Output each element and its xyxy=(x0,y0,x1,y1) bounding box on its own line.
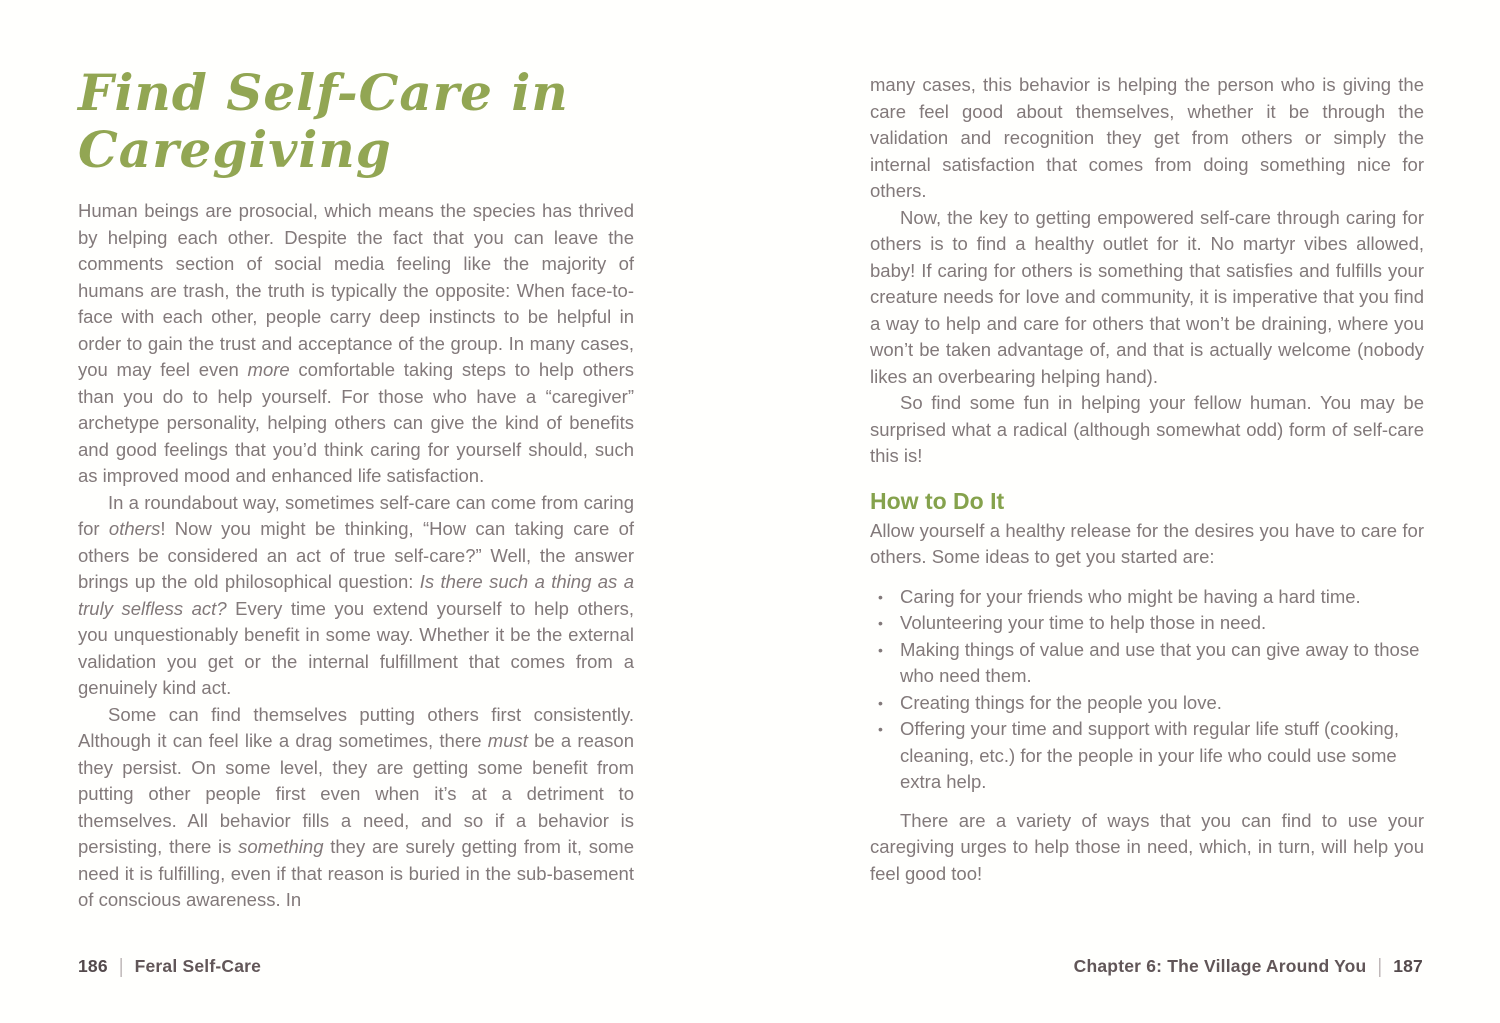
chapter-title-line-2: Caregiving xyxy=(78,120,392,179)
bullet-icon: • xyxy=(878,641,883,658)
closing-paragraph: There are a variety of ways that you can find to use your caregiving urges to help those in need, which, in turn, will help you feel good too! xyxy=(870,809,1424,884)
body-paragraph: Human beings are prosocial, which means the species has thrived by helping each other. Despite the fact that you can leave the comments section of social media feeling like the majority of humans are trash, the truth is typically the opposite: When face-to-face with each other, people carry deep instincts to be helpful in order to gain the trust and acceptance of the group. In many cases, you may feel even more comfortable taking steps to help others than you do to help yourself. For those who have a “caregiver” archetype personality, helping others can give the kind of benefits and good feelings that you’d think caring for yourself should, such as improved mood and enhanced life satisfaction. xyxy=(78,200,634,486)
bullet-item xyxy=(870,690,1424,717)
bullet-list xyxy=(870,584,1424,796)
body-paragraph: So find some fun in helping your fellow human. You may be surprised what a radical (although somewhat odd) form of self-care this is! xyxy=(870,392,1424,466)
body-paragraph: In a roundabout way, sometimes self-care can come from caring for others! Now you might be thinking, “How can taking care of others be considered an act of true self-care?” Well, the answer brings up the old philosophical question: Is there such a thing as a truly selfless act? Every time you extend yourself to help others, you unquestionably benefit in some way. Whether it be the external validation you get or the internal fulfillment that comes from a genuinely kind act. xyxy=(78,491,634,698)
section-intro-paragraph: Allow yourself a healthy release for the desires you have to care for others. Some ideas to get you started are: xyxy=(870,519,1424,567)
body-paragraph: many cases, this behavior is helping the person who is giving the care feel good about themselves, whether it be through the validation and recognition they get from others or simply the internal satisfaction that comes from doing something nice for others. xyxy=(870,74,1424,201)
right-page-body xyxy=(870,72,1424,887)
bullet-item xyxy=(870,637,1424,690)
page-number: 187 xyxy=(1393,956,1423,976)
bullet-item-text: Creating things for the people you love. xyxy=(900,691,1222,713)
footer-separator: | xyxy=(118,954,124,978)
left-page xyxy=(78,64,634,914)
left-page-footer xyxy=(78,956,261,977)
bullet-item-text: Volunteering your time to help those in need. xyxy=(900,612,1267,633)
bullet-item-text: Making things of value and use that you can give away to those who need them. xyxy=(900,638,1420,686)
body-paragraph: Some can find themselves putting others first consistently. Although it can feel like a drag sometimes, there must be a reason they persist. On some level, they are getting some benefit from putting other people first even when it’s at a detriment to themselves. All behavior fills a need, and so if a behavior is persisting, there is something they are surely getting from it, some need it is fulfilling, even if that reason is buried in the sub-basement of conscious awareness. In xyxy=(78,703,635,910)
bullet-item xyxy=(870,610,1424,637)
chapter-title-line-1: Find Self-Care in xyxy=(78,63,569,122)
bullet-item xyxy=(870,584,1424,611)
section-heading: How to Do It xyxy=(870,487,1005,514)
bullet-icon: • xyxy=(878,721,883,737)
chapter-title xyxy=(78,64,634,178)
bullet-icon: • xyxy=(878,588,883,605)
bullet-icon: • xyxy=(878,615,883,631)
bullet-item-text: Offering your time and support with regular life stuff (cooking, cleaning, etc.) for the people in your life who could use some extra help. xyxy=(900,718,1400,792)
body-paragraph: Now, the key to getting empowered self-care through caring for others is to find a healthy outlet for it. No martyr vibes allowed, baby! If caring for others is something that satisfies and fulfills your creature needs for love and community, it is imperative that you find a way to help and care for others that won’t be draining, where you won’t be taken advantage of, and that is actually welcome (nobody likes an overbearing helping hand). xyxy=(870,206,1424,387)
bullet-item-text: Caring for your friends who might be having a hard time. xyxy=(900,585,1361,607)
right-page-footer xyxy=(1074,956,1423,977)
bullet-item xyxy=(870,716,1424,796)
book-title: Feral Self-Care xyxy=(134,956,262,976)
left-page-body xyxy=(78,198,634,914)
chapter-label: Chapter 6: The Village Around You xyxy=(1073,956,1367,976)
footer-separator: | xyxy=(1377,954,1383,978)
right-page xyxy=(870,72,1424,887)
bullet-icon: • xyxy=(878,694,883,711)
page-number: 186 xyxy=(78,956,108,976)
